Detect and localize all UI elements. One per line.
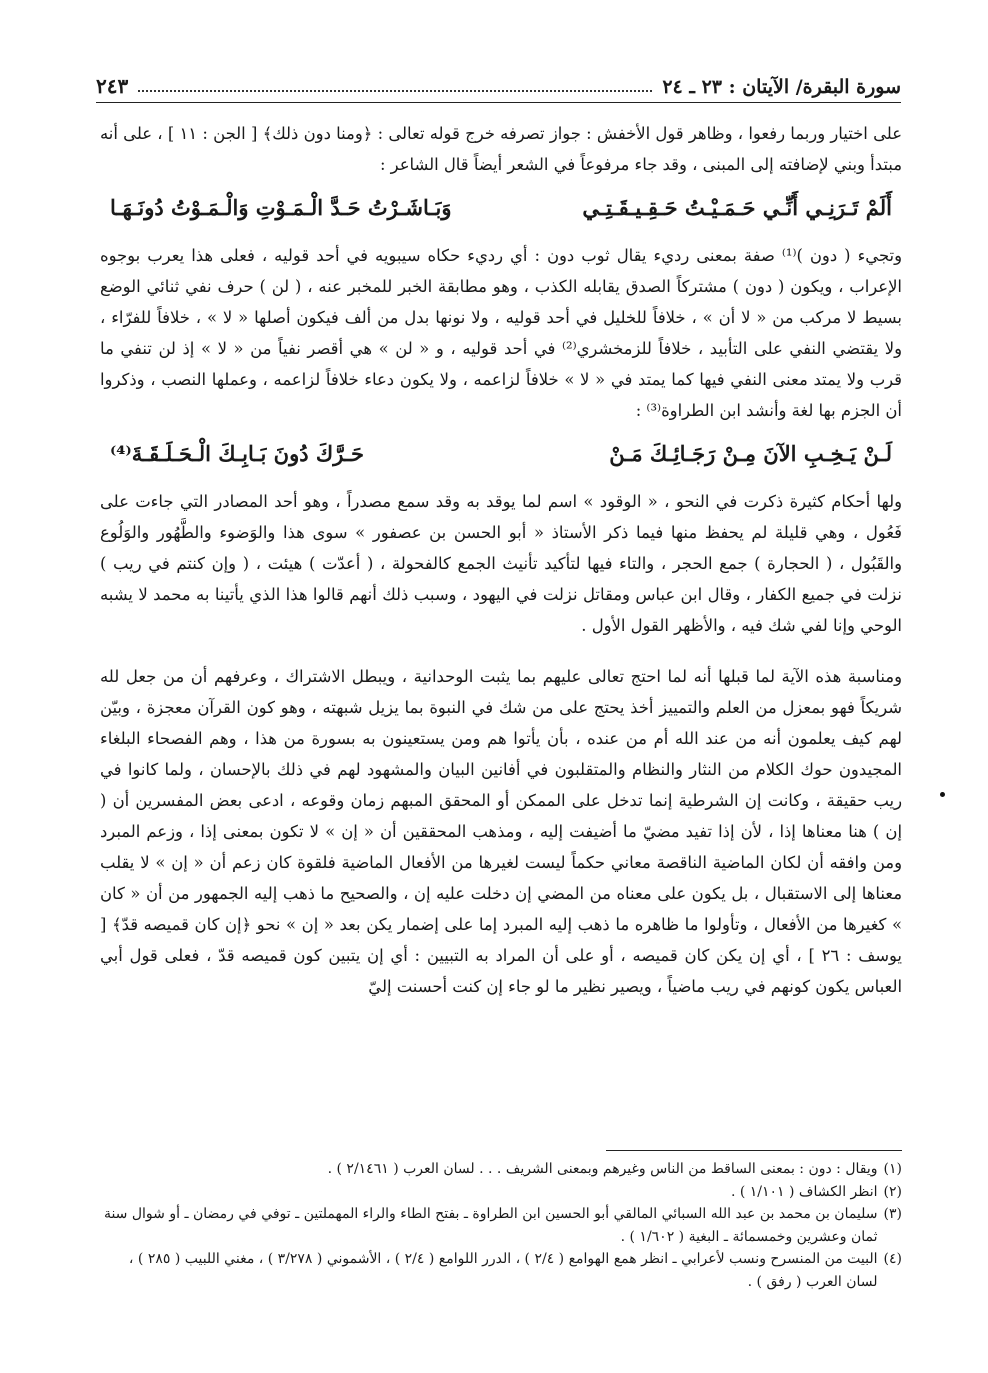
footnote-2 (100, 1181, 902, 1204)
footnote-1 (100, 1158, 902, 1181)
footnote-number: (١) (883, 1161, 902, 1177)
verse-1-first-hemistich: أَلَمْ تَـرَنِـي أَنِّـي حَـمَـيْـتُ حَـقِـيـقَـتِـي (582, 195, 892, 220)
poetry-verse-1 (100, 190, 902, 226)
verse-2-second-hemistich: حَـرَّكَ دُونَ بَـابِـكَ الْـحَـلَـقَـةَ⁽⁴⁾ (110, 441, 364, 466)
page-number: ٢٤٣ (96, 74, 129, 98)
main-text (100, 118, 902, 1002)
footnote-3 (100, 1203, 902, 1248)
footnote-text: البيت من المنسرح ونسب لأعرابي ـ انظر همع الهوامع ( ٢/٤ ) ، الدرر اللوامع ( ٢/٤ ) ، الأشموني ( ٣/٢٧٨ ) ، مغني اللبيب ( ٢٨٥ ) ، لسان العرب ( رفق ) . (128, 1251, 878, 1290)
header-leader-dots (138, 90, 652, 92)
footnote-text: ويقال : دون : بمعنى الساقط من الناس وغيرهم وبمعنى الشريف . . . لسان العرب ( ٢/١٤٦١ ) . (327, 1161, 878, 1177)
paragraph-4: ومناسبة هذه الآية لما قبلها أنه لما احتج تعالى عليهم بما يثبت الوحدانية ، ويبطل الاشتراك ، وعرفهم أن من جعل لله شريكاً فهو بمعزل من العلم والتمييز أخذ يحتج على من شك في النبوة بما يزيل شبهته ، وهو كون القرآن معجزة ، وبيّن لهم كيف يعلمون أنه من عند الله أم من عنده ، بأن يأتوا هم ومن يستعينون به بسورة من هذا ، وهم الفصحاء البلغاء المجيدون حوك الكلام من النثار والنظام والمتقلبون في أفانين البيان والمشهود لهم في ذلك بالإحسان ، ولما كانوا في ريب حقيقة ، وكانت إن الشرطية إنما تدخل على الممكن أو المحقق المبهم زمان وقوعه ، ادعى بعض المفسرين أن ( إن ) هنا معناها إذا ، لأن إذا تفيد مضيّ ما أضيفت إليه ، ومذهب المحققين أن « إن » لا تكون بمعنى إذا ، وزعم المبرد ومن وافقه أن لكان الماضية الناقصة معاني حكماً ليست لغيرها من الأفعال الماضية فلقوة كان زعم أن « إن » لا يقلب معناها إلى الاستقبال ، بل يكون على معناه من المضي إن دخلت عليه إن ، والصحيح ما ذهب إليه الجمهور من أن « كان » كغيرها من الأفعال ، وتأولوا ما ظاهره ما ذهب إليه المبرد إما على إضمار يكن بعد « إن » نحو ﴿إن كان قميصه قدّ﴾ [ يوسف : ٢٦ ] ، أي إن يكن كان قميصه ، أو على أن المراد به التبيين : أي إن يتبين كون قميصه قدّ ، فعلى قول أبي العباس يكون كونهم في ريب ماضياً ، ويصير نظير ما لو جاء إن كنت أحسنت إليّ (100, 667, 903, 996)
footnotes (100, 1158, 902, 1293)
footnote-number: (٢) (883, 1183, 902, 1200)
running-header (96, 66, 901, 103)
footnote-text: سليمان بن محمد بن عبد الله السبائي المالقي أبو الحسين ابن الطراوة ـ بفتح الطاء والراء المهملتين ـ توفي في رمضان ـ أو شوال سنة ثمان وعشرين وخمسمائة ـ البغية ( ١/٦٠٢ ) . (103, 1206, 878, 1245)
verse-2-first-hemistich: لَـنْ يَـخِـبِ الآنَ مِـنْ رَجَـائِـكَ مَـنْ (609, 441, 892, 466)
paragraph-2: وتجيء ( دون )⁽¹⁾ صفة بمعنى رديء يقال ثوب دون : أي رديء حكاه سيبويه في أحد قوليه ، فعلى هذا يعرب بوجوه الإعراب ، ويكون ( دون ) مشتركاً الصدق يقابله الكذب ، وهو مطابقة الخبر للمخبر عنه ، ( لن ) حرف نفي ثنائي الوضع بسيط لا مركب من « لا أن » ، خلافاً للخليل في أحد قوليه ، ولا نونها بدل من ألف فيكون أصلها « لا » ، خلافاً للفرّاء ، ولا يقتضي النفي على التأبيد ، خلافاً للزمخشري⁽²⁾ في أحد قوليه ، و « لن » هي أقصر نفياً من « لا » إذ لن تنفي ما قرب ولا يمتد معنى النفي فيها كما يمتد في « لا » خلافاً لزاعمه ، ولا يكون دعاء خلافاً لزاعمه ، وعملها النصب ، وذكروا أن الجزم بها لغة وأنشد ابن الطراوة⁽³⁾ : (100, 246, 903, 420)
footnote-4 (100, 1248, 902, 1293)
footnote-text: انظر الكشاف ( ١/١٠١ ) . (730, 1183, 878, 1200)
footnote-separator (606, 1150, 902, 1151)
surah-title: سورة البقرة/ الآيتان : ٢٣ ـ ٢٤ (662, 76, 901, 98)
footnote-number: (٤) (883, 1251, 902, 1267)
verse-1-second-hemistich: وَبَـاشَـرْتُ حَـدَّ الْـمَـوْتِ وَالْـمَـوْتُ دُونَـهَـا (110, 195, 452, 220)
paragraph-1: على اختيار وربما رفعوا ، وظاهر قول الأخفش : جواز تصرفه خرج قوله تعالى : ﴿ومنا دون ذلك﴾ [ الجن : ١١ ] ، على أنه مبتدأ وبني لإضافته إلى المبنى ، وقد جاء مرفوعاً في الشعر أيضاً قال الشاعر : (100, 124, 902, 174)
poetry-verse-2 (100, 436, 902, 472)
footnote-number: (٣) (883, 1206, 902, 1222)
paragraph-3: ولها أحكام كثيرة ذكرت في النحو ، « الوقود » اسم لما يوقد به وقد سمع مصدراً ، وهو أحد المصادر التي جاءت على فَعُول ، وهي قليلة لم يحفظ منها فيما ذكر الأستاذ « أبو الحسن بن عصفور » سوى هذا والوَضوء والطَّهُور والوَلُوع والقَبُول ، ( الحجارة ) جمع الحجر ، والتاء فيها لتأكيد تأنيث الجمع كالفحولة ، ( أعدّت ) هيئت ، ( وإن كنتم في ريب ) نزلت في جميع الكفار ، وقال ابن عباس ومقاتل نزلت في اليهود ، وسبب ذلك أنهم قالوا هذا الذي يأتينا به محمد لا يشبه الوحي وإنا لفي شك فيه ، والأظهر القول الأول . (100, 492, 902, 635)
margin-dot (940, 792, 945, 797)
